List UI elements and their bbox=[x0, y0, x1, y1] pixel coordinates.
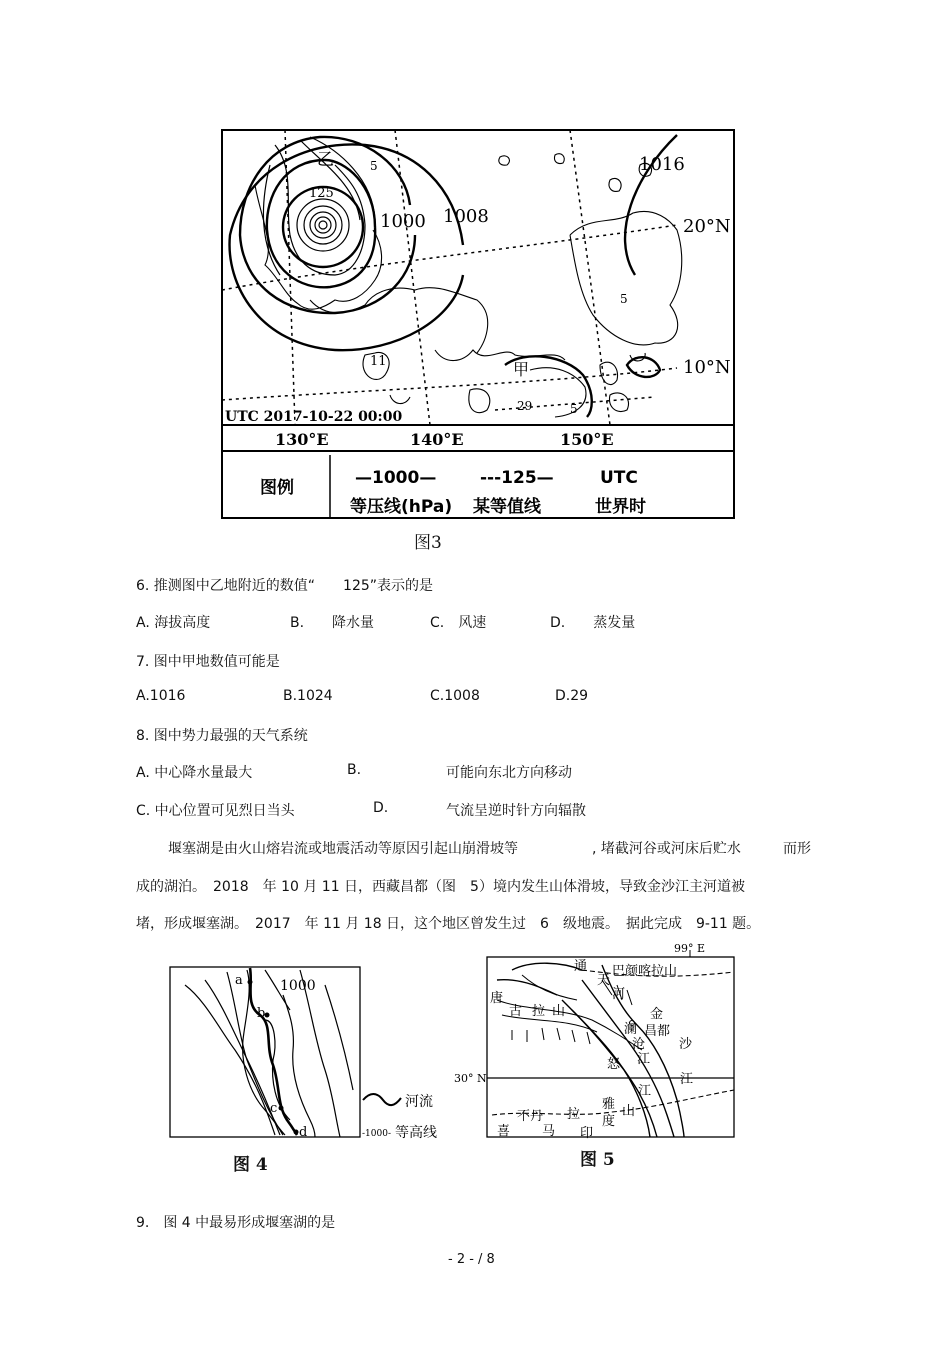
label-jiang-3: 江 bbox=[638, 1084, 652, 1099]
passage-line-2: 成的湖泊。 2018 年 10 月 11 日，西藏昌都（图 5）境内发生山体滑坡，导致金沙江主河道被 bbox=[136, 879, 745, 895]
question-6-stem: 6. 推测图中乙地附近的数值“ 125”表示的是 bbox=[136, 578, 434, 594]
legend-river: 河流 bbox=[405, 1094, 433, 1110]
label-tang: 唐 bbox=[490, 991, 504, 1006]
question-6-option-d: D. 蒸发量 bbox=[550, 615, 636, 631]
label-gu: 古 bbox=[509, 1004, 523, 1019]
label-jiang-1: 江 bbox=[637, 1052, 651, 1067]
label-ma: 马 bbox=[542, 1124, 556, 1139]
label-5-a: 5 bbox=[370, 159, 378, 173]
legend-title: 图例 bbox=[260, 478, 294, 498]
question-7-stem: 7. 图中甲地数值可能是 bbox=[136, 654, 280, 670]
isobar-label-1008: 1008 bbox=[443, 206, 489, 227]
question-7-option-c: C.1008 bbox=[430, 688, 480, 704]
label-tong: 通 bbox=[574, 959, 588, 974]
legend-contour-sample: -1000- bbox=[362, 1129, 391, 1139]
utc-timestamp: UTC 2017-10-22 00:00 bbox=[225, 409, 403, 425]
figure-4-caption: 图 4 bbox=[233, 1155, 268, 1175]
label-la: 拉 bbox=[532, 1004, 546, 1019]
label-bayankala: 巴颜喀拉山 bbox=[612, 964, 678, 979]
point-b: b bbox=[257, 1006, 266, 1021]
label-5-b: 5 bbox=[620, 292, 628, 306]
figure-3-weather-map bbox=[215, 125, 740, 525]
question-6-option-b: B. 降水量 bbox=[290, 615, 375, 631]
label-11: 11 bbox=[370, 354, 387, 369]
label-changdu: 昌都 bbox=[644, 1024, 671, 1039]
label-la-2: 拉 bbox=[567, 1107, 581, 1122]
passage-line-1a: 堰塞湖是由火山熔岩流或地震活动等原因引起山崩滑坡等 bbox=[168, 841, 518, 857]
question-9-stem: 9. 图 4 中最易形成堰塞湖的是 bbox=[136, 1215, 336, 1231]
legend-contour: 等高线 bbox=[395, 1125, 437, 1141]
question-8-option-d: 气流呈逆时针方向辐散 bbox=[446, 803, 586, 819]
label-29: 29 bbox=[517, 399, 533, 413]
label-nu: 怒 bbox=[607, 1057, 621, 1072]
legend-value-sample: ---125— bbox=[480, 468, 554, 488]
lon-label-99e: 99° E bbox=[674, 942, 706, 955]
isobar-label-1000: 1000 bbox=[380, 211, 426, 232]
label-cang: 沧 bbox=[632, 1037, 646, 1052]
question-6-option-c: C. 风速 bbox=[430, 615, 487, 631]
passage-line-1c: 而形 bbox=[783, 841, 811, 857]
label-shan-2: 山 bbox=[622, 1104, 636, 1119]
legend-utc-desc: 世界时 bbox=[595, 497, 646, 517]
legend-utc: UTC bbox=[600, 468, 638, 488]
lat-label-20n: 20°N bbox=[683, 216, 731, 237]
question-8-option-c: C. 中心位置可见烈日当头 bbox=[136, 803, 295, 819]
label-xi: 喜 bbox=[497, 1124, 511, 1139]
point-a: a bbox=[235, 973, 243, 988]
label-sha: 沙 bbox=[679, 1037, 693, 1052]
label-lan: 澜 bbox=[624, 1022, 638, 1037]
figure-3-caption: 图3 bbox=[414, 533, 442, 553]
label-jiang-2: 江 bbox=[680, 1072, 694, 1087]
label-ya: 雅 bbox=[602, 1097, 616, 1112]
label-du: 度 bbox=[602, 1114, 616, 1129]
label-shan: 山 bbox=[552, 1004, 566, 1019]
lon-label-150e: 150°E bbox=[560, 430, 614, 449]
label-5-c: 5 bbox=[570, 402, 578, 416]
lon-label-130e: 130°E bbox=[275, 430, 329, 449]
question-8-option-d-prefix: D. bbox=[373, 800, 389, 816]
lat-label-10n: 10°N bbox=[683, 357, 731, 378]
point-c: c bbox=[270, 1101, 278, 1116]
page-number: - 2 - / 8 bbox=[448, 1252, 495, 1267]
contour-label-1000: 1000 bbox=[280, 978, 316, 994]
lat-label-30n: 30° N bbox=[454, 1072, 487, 1085]
question-6-option-a: A. 海拔高度 bbox=[136, 615, 211, 631]
lon-label-140e: 140°E bbox=[410, 430, 464, 449]
label-tian: 天 bbox=[597, 973, 611, 988]
label-yi: 乙 bbox=[317, 150, 334, 170]
isobar-label-1016: 1016 bbox=[639, 154, 685, 175]
label-125: 125 bbox=[309, 186, 334, 201]
label-jin: 金 bbox=[650, 1007, 664, 1022]
passage-line-1b: , 堵截河谷或河床后贮水 bbox=[592, 841, 741, 857]
label-jia: 甲 bbox=[513, 360, 530, 379]
label-he: 河 bbox=[612, 987, 626, 1002]
legend-isobar-desc: 等压线(hPa) bbox=[350, 497, 453, 517]
question-8-stem: 8. 图中势力最强的天气系统 bbox=[136, 728, 308, 744]
question-7-option-b: B.1024 bbox=[283, 688, 333, 704]
question-7-option-d: D.29 bbox=[555, 688, 589, 704]
question-8-option-b: 可能向东北方向移动 bbox=[446, 765, 572, 781]
question-7-option-a: A.1016 bbox=[136, 688, 186, 704]
label-yin: 印 bbox=[580, 1126, 594, 1141]
point-d: d bbox=[299, 1125, 308, 1140]
legend-value-desc: 某等值线 bbox=[473, 497, 541, 517]
label-bhutan: 不丹 bbox=[517, 1109, 544, 1124]
figure-5-region-map bbox=[452, 940, 742, 1145]
legend-isobar-sample: —1000— bbox=[355, 468, 437, 488]
question-8-option-b-prefix: B. bbox=[347, 762, 362, 778]
figure-5-caption: 图 5 bbox=[580, 1150, 615, 1170]
figure-4-contour-map bbox=[165, 960, 455, 1150]
passage-line-3: 堵，形成堰塞湖。 2017 年 11 月 18 日，这个地区曾发生过 6 级地震。 据此完成 9-11 题。 bbox=[136, 916, 761, 932]
question-8-option-a: A. 中心降水量最大 bbox=[136, 765, 253, 781]
